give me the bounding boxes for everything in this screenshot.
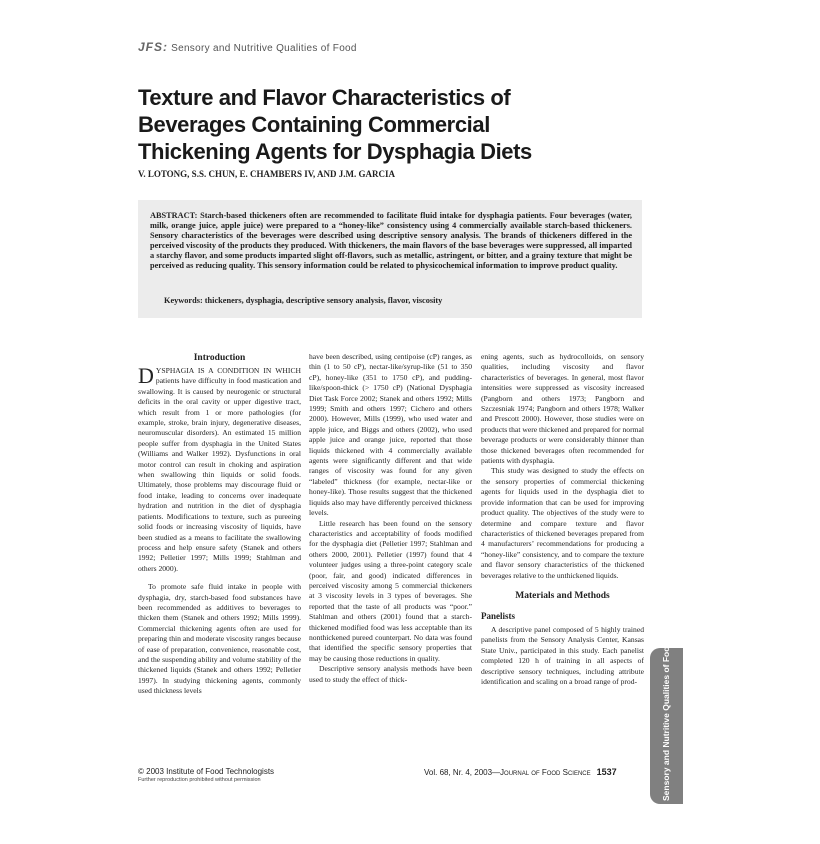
journal-name: Journal of Food Science: [500, 768, 591, 777]
col2-paragraph-2: Little research has been found on the sensory characteristics and acceptability of foods modified for the dysphagia diet (Pelletier 1997; Stahlman and others 2000, 2001). Pelletier (1997) found that 4 volunteer judges using a three-point category scale (poor, fair, and good) indicated differences in perceived viscosity among 5 commercial thickeners at 3 viscosity levels in 3 types of beverages. She reported that the taste of all products was “poor.” Stahlman and others (2001) found that a starch-thickened modified food was less acceptable than its nonthickened pureed counterpart. No data was found that identified the specific sensory properties that may be causing those reductions in quality.: [309, 518, 472, 663]
journal-footer: [424, 767, 617, 777]
col3-paragraph-1: ening agents, such as hydrocolloids, on sensory qualities, including viscosity and flavor characteristics of beverages. In general, most flavor intensities were suppressed as viscosity increased (Pangborn and others 1973; Pangborn and Szczesniak 1974; Pangborn and others 1978; Walker and Prescott 2000). However, those studies were on products that were thickened and prepared for normal beverage products or were considerably thinner than those thickened beverages often recommended for patients with dysphagia.: [481, 352, 644, 466]
keywords: Keywords: thickeners, dysphagia, descriptive sensory analysis, flavor, viscosity: [164, 296, 443, 305]
section-name: Sensory and Nutritive Qualities of Food: [171, 43, 357, 54]
article-title: Texture and Flavor Characteristics of Beverages Containing Commercial Thickening Agents for Dysphagia Diets: [138, 85, 532, 164]
introduction-heading: Introduction: [193, 353, 246, 363]
col2-paragraph-1: have been described, using centipoise (cP) ranges, as thin (1 to 50 cP), nectar-like/syrup-like (51 to 350 cP), honey-like (351 to 1750 cP), and pudding-like/spoon-thick (> 1750 cP) (National Dysphagia Diet Task Force 2002; Stanek and others 1992; Mills 1999; Smith and others 1997; Cichero and others 2000). However, Mills (1999), who used water and apple juice, and Biggs and others (2002), who used apple juice and orange juice, reported that those liquids thickened with 4 commercially available agents were significantly different and that wide ranges of viscosity was found for any given “labeled” thickness (for example, nectar-like or honey-like). Those results suggest that the thickened liquids also may have differently perceived thickness levels.: [309, 352, 472, 518]
volume-info: Vol. 68, Nr. 4, 2003—: [424, 768, 501, 777]
intro-paragraph-1: [138, 363, 301, 574]
col3-paragraph-2: This study was designed to study the effects on the sensory properties of commercial thickening agents for liquids used in the dysphagia diet to provide information that can be used for improving product quality. The objectives of the study were to determine and compare texture and flavor characteristics of thickened beverages prepared from 4 manufacturers’ recommendations for producing a “honey-like” consistency, and to compare the texture and flavor sensory characteristics of the thickened beverages relative to the unthickened liquids.: [481, 466, 644, 580]
running-head: [138, 40, 357, 54]
article-authors: V. LOTONG, S.S. CHUN, E. CHAMBERS IV, AND J.M. GARCIA: [138, 169, 396, 179]
methods-heading: Materials and Methods: [515, 590, 610, 601]
col2-paragraph-3: Descriptive sensory analysis methods have been used to study the effect of thick-: [309, 664, 472, 684]
journal-abbrev: JFS:: [138, 40, 169, 54]
page-number: 1537: [596, 767, 617, 777]
abstract: ABSTRACT: Starch-based thickeners often are recommended to facilitate fluid intake for dysphagia patients. Four beverages (water, milk, orange juice, apple juice) were prepared to a “honey-like” consistency using 4 commercially available starch-based thickeners. Sensory characteristics of the beverages were described using descriptive sensory analysis. The brands of thickeners differed in the perceived viscosity of the products they produced. With thickeners, the main flavors of the base beverages were suppressed, all imparted a starchy flavor, and some products imparted slight off-flavors, such as metallic, astringent, or bitter, and a grainy texture that might be perceived as reducing quality. This sensory information could be related to physicochemical information to improve product quality.: [150, 211, 632, 270]
body-column-1: [138, 352, 301, 754]
intro-paragraph-2: To promote safe fluid intake in people with dysphagia, dry, starch-based food substances have been recommended as additives to beverages to thicken them (Stanek and others 1992; Mills 1999). Commercial thickening agents often are used for preparing thin and moderate viscosity ranges because of ease of preparation, convenience, reasonable cost, and the suspending ability and volume stability of the thickened liquids (Stanek and others 1992; Pelletier 1997). In studying thickening agents, commonly used thickness levels: [138, 582, 301, 696]
reproduction-notice: Further reproduction prohibited without permission: [138, 777, 261, 783]
intro-lead-in: YSPHAGIA IS A CONDITION IN WHICH: [155, 366, 301, 375]
side-tab-label: Sensory and Nutritive Qualities of Food: [661, 641, 671, 801]
drop-cap: D: [138, 363, 154, 388]
panelists-heading: Panelists: [481, 610, 516, 621]
body-column-2: [309, 352, 472, 754]
body-column-3: [481, 352, 644, 754]
copyright: © 2003 Institute of Food Technologists: [138, 767, 275, 776]
col3-paragraph-3: A descriptive panel composed of 5 highly trained panelists from the Sensory Analysis Center, Kansas State Univ., participated in this study. Each panelist completed 120 h of training in all aspects of descriptive sensory techniques, including attribute identification and scaling on a broad range of prod-: [481, 624, 644, 686]
intro-paragraph-1-text: patients have difficulty in food mastication and swallowing. It is caused by neurogenic or structural deficits in the oral cavity or upper digestive tract, which result from 1 or more pathologies (for example, stroke, brain injury, degenerative diseases, neuromuscular disorders). An estimated 15 million people suffer from dysphagia in the United States (Williams and Walker 1992). Dysfunctions in oral motor control can result in choking and aspiration when swallowing thin liquids or solid foods. Ultimately, those problems may discourage fluid or food intake, leading to concerns over inadequate hydration and nutrition in the diet of dysphagia patients. Modifications to texture, such as pureeing solid foods or increasing viscosity of liquids, have been studied as a means to facilitate the swallowing process and help ensure safety (Stanek and others 1992; Pelletier 1997; Mills 1999; Stahlman and others 2000).: [138, 376, 301, 573]
